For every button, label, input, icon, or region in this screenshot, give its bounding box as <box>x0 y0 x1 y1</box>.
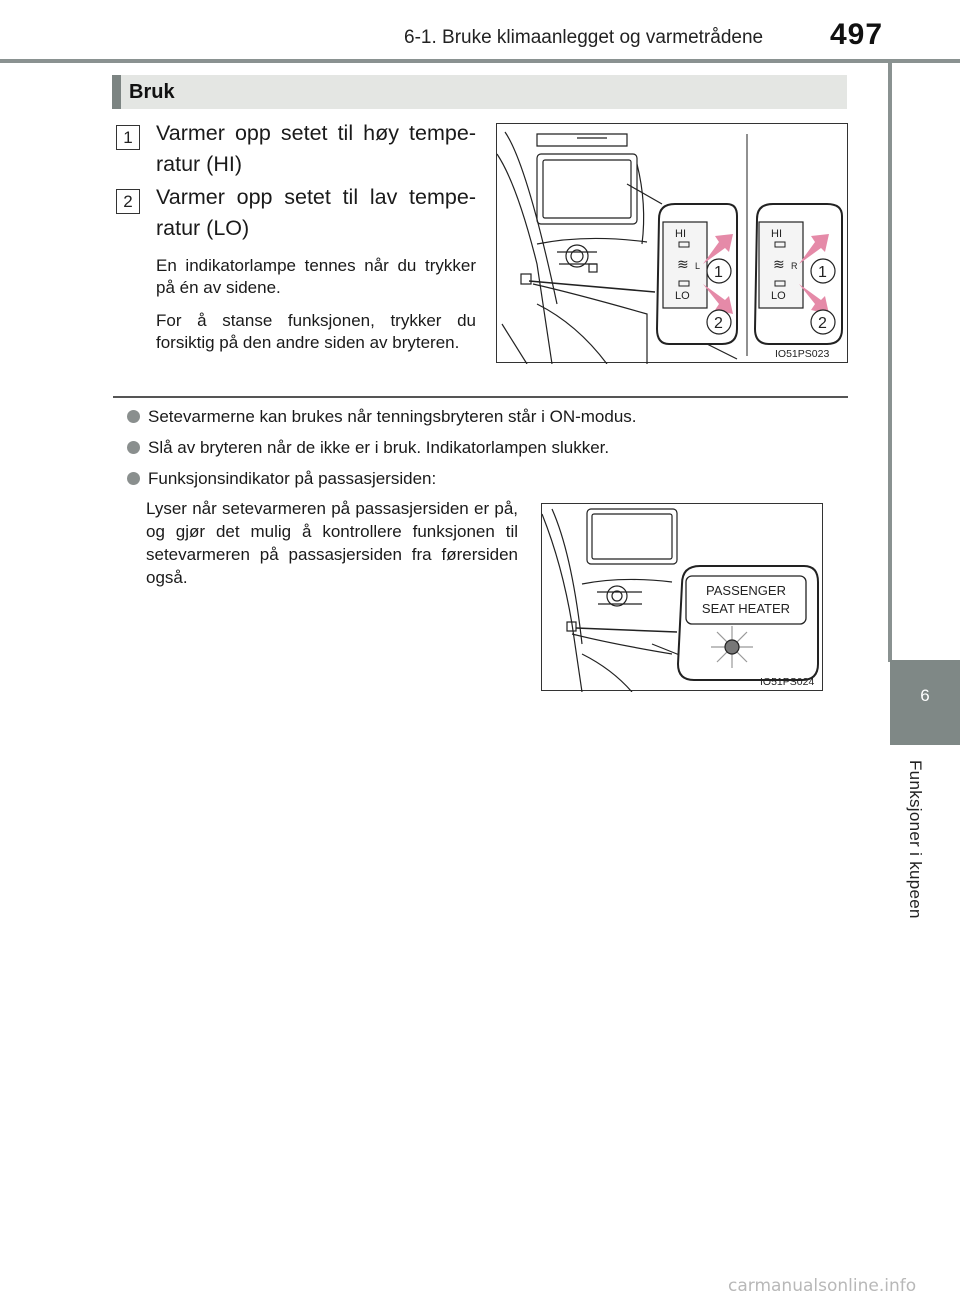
figure-seat-heater-switches <box>496 123 848 363</box>
item-number-1: 1 <box>116 125 140 150</box>
bullet-icon <box>127 410 140 423</box>
item-text-2: Varmer opp setet til lav temperatur (LO) <box>156 185 476 240</box>
bullet-text: Funksjonsindikator på passasjersiden: <box>148 469 437 488</box>
bullet-item <box>127 406 637 428</box>
figure-passenger-indicator <box>541 503 823 691</box>
figure-code: IO51PS023 <box>775 348 830 360</box>
side-rule <box>888 62 892 662</box>
svg-text:LO: LO <box>675 290 690 302</box>
indicator-label-line2: SEAT HEATER <box>701 601 791 616</box>
svg-text:1: 1 <box>714 264 723 281</box>
svg-text:≋: ≋ <box>677 257 689 273</box>
note-indicator: En indikatorlampe tennes når du trykker på én av sidene. <box>156 256 476 297</box>
switch-panel-right <box>755 204 842 344</box>
bullet-text: Setevarmerne kan brukes når tenningsbryteren står i ON-modus. <box>148 407 637 426</box>
note-stop: For å stanse funksjonen, trykker du forsiktig på den andre siden av bryteren. <box>156 311 476 352</box>
passenger-indicator-description: Lyser når setevarmeren på passasjersiden er på, og gjør det mulig å kontrollere funksjonen til setevarmeren på passasjersiden fra førersiden også. <box>146 499 518 587</box>
svg-text:2: 2 <box>818 315 827 332</box>
section-heading-bar <box>112 75 847 109</box>
item-number-2: 2 <box>116 189 140 214</box>
dashboard-illustration <box>497 124 849 364</box>
bullet-item <box>127 437 609 459</box>
bullet-icon <box>127 441 140 454</box>
svg-text:HI: HI <box>771 228 782 240</box>
running-header: 6-1. Bruke klimaanlegget og varmetrådene <box>404 27 764 48</box>
svg-text:LO: LO <box>771 290 786 302</box>
bullet-text: Slå av bryteren når de ikke er i bruk. Indikatorlampen slukker. <box>148 438 610 457</box>
section-heading: Bruk <box>129 81 175 103</box>
item-text-1: Varmer opp setet til høy temperatur (HI) <box>156 121 476 176</box>
indicator-label-line1: PASSENGER <box>706 583 786 598</box>
chapter-title: Funksjoner i kupeen <box>906 760 925 919</box>
section-divider <box>113 396 848 398</box>
svg-text:R: R <box>791 261 798 271</box>
svg-text:L: L <box>695 261 701 271</box>
switch-panel-left <box>657 204 737 344</box>
bullet-icon <box>127 472 140 485</box>
header-rule <box>0 59 960 63</box>
figure-code: IO51PS024 <box>760 676 815 688</box>
svg-text:1: 1 <box>818 264 827 281</box>
chapter-tab[interactable] <box>890 660 960 745</box>
page-number: 497 <box>830 18 884 51</box>
svg-text:HI: HI <box>675 228 686 240</box>
bullet-item <box>127 468 436 490</box>
svg-text:≋: ≋ <box>773 257 785 273</box>
svg-text:2: 2 <box>714 315 723 332</box>
chapter-number: 6 <box>920 686 930 705</box>
watermark: carmanualsonline.info <box>728 1276 917 1296</box>
passenger-indicator-illustration <box>542 504 824 692</box>
